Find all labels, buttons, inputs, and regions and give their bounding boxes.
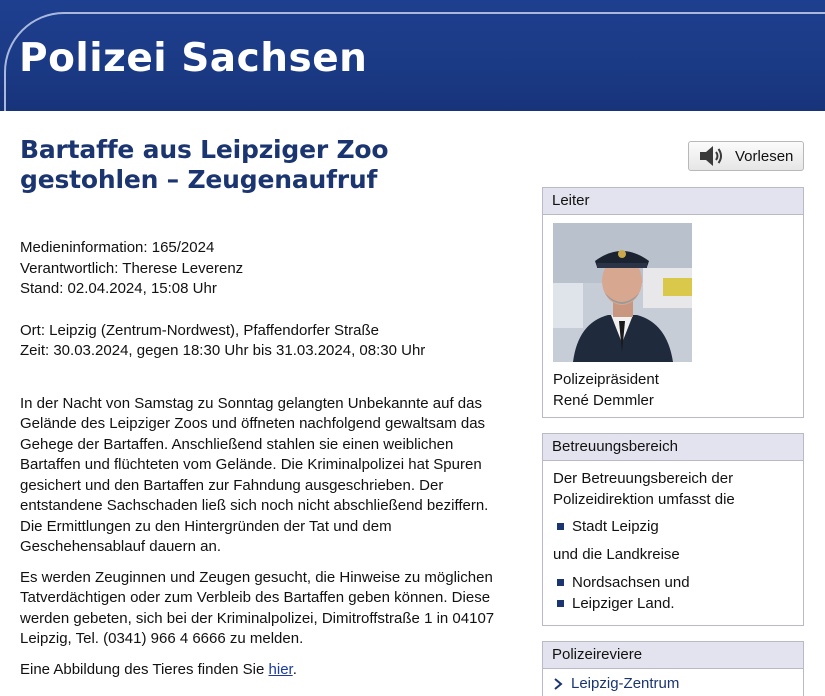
article — [20, 135, 510, 680]
read-aloud-button[interactable] — [688, 141, 804, 171]
article-meta — [20, 238, 510, 362]
portrait-photo — [553, 223, 692, 362]
article-paragraph: In der Nacht von Samstag zu Sonntag gelangten Unbekannte auf das Gelände des Leipziger Zoos und öffneten nachfolgend gewaltsam das Gehege der Bartaffen. Anschließend stahlen sie einen weiblichen Bartaffen und flüchteten vom Gelände. Die Kriminalpolizei hat Spuren gesichert und den Bartaffen zur Fahndung ausgeschrieben. Der entstandene Sachschaden ließ sich noch nicht abschließend beziffern. Die Ermittlungen zu den Hintergründen der Tat und dem Geschehensablauf dauern an. — [20, 394, 489, 555]
polizeireviere-heading: Polizeireviere — [543, 642, 803, 669]
leiter-box — [542, 187, 804, 418]
image-link[interactable]: hier — [268, 660, 293, 678]
revier-link-label: Leipzig-Zentrum — [571, 675, 680, 692]
meta-stand: Stand: 02.04.2024, 15:08 Uhr — [20, 280, 217, 297]
image-note-text: Eine Abbildung des Tieres finden Sie — [20, 660, 269, 678]
list-item — [553, 516, 793, 537]
meta-medieninformation: Medieninformation: 165/2024 — [20, 239, 215, 256]
image-note-suffix: . — [292, 660, 297, 678]
speaker-icon — [698, 145, 724, 167]
chevron-right-icon — [553, 678, 563, 690]
leiter-heading: Leiter — [543, 188, 803, 215]
article-paragraph: Es werden Zeuginnen und Zeugen gesucht, die Hinweise zu möglichen Tatverdächtigen oder zum Verbleib des Bartaffen geben können. Diese werden gebeten, sich bei der Kriminalpolizei, Dimitroffstraße 1 in 04107 Leipzig, Tel. (0341) 966 4 6666 zu melden. — [20, 568, 495, 647]
article-headline: Bartaffe aus Leipziger Zoo gestohlen – Zeugenaufruf — [20, 135, 389, 194]
betreuung-intro: Der Betreuungsbereich der Polizeidirektion umfasst die — [553, 470, 735, 508]
list-item-label: Leipziger Land. — [572, 594, 675, 612]
list-item-label: Stadt Leipzig — [572, 518, 659, 535]
bullet-square-icon — [557, 579, 564, 586]
meta-ort: Ort: Leipzig (Zentrum-Nordwest), Pfaffendorfer Straße — [20, 321, 380, 339]
site-header — [0, 0, 825, 111]
site-title[interactable]: Polizei Sachsen — [19, 36, 368, 81]
betreuung-middle: und die Landkreise — [553, 546, 680, 563]
list-item — [553, 572, 793, 593]
betreuung-list-stadt — [553, 516, 793, 537]
meta-zeit: Zeit: 30.03.2024, gegen 18:30 Uhr bis 31.03.2024, 08:30 Uhr — [20, 342, 426, 359]
polizeireviere-box — [542, 641, 804, 696]
list-item-label: Nordsachsen und — [572, 573, 690, 591]
leiter-role: Polizeipräsident — [553, 371, 659, 388]
betreuungsbereich-heading: Betreuungsbereich — [543, 434, 803, 461]
bullet-square-icon — [557, 600, 564, 607]
betreuung-list-landkreise — [553, 572, 793, 614]
revier-link-leipzig-zentrum[interactable] — [553, 674, 793, 694]
image-note — [20, 660, 510, 681]
read-aloud-label: Vorlesen — [735, 147, 794, 165]
meta-verantwortlich: Verantwortlich: Therese Leverenz — [20, 259, 244, 277]
bullet-square-icon — [557, 523, 564, 530]
list-item — [553, 593, 793, 614]
betreuungsbereich-box — [542, 433, 804, 626]
leiter-name: René Demmler — [553, 391, 654, 409]
